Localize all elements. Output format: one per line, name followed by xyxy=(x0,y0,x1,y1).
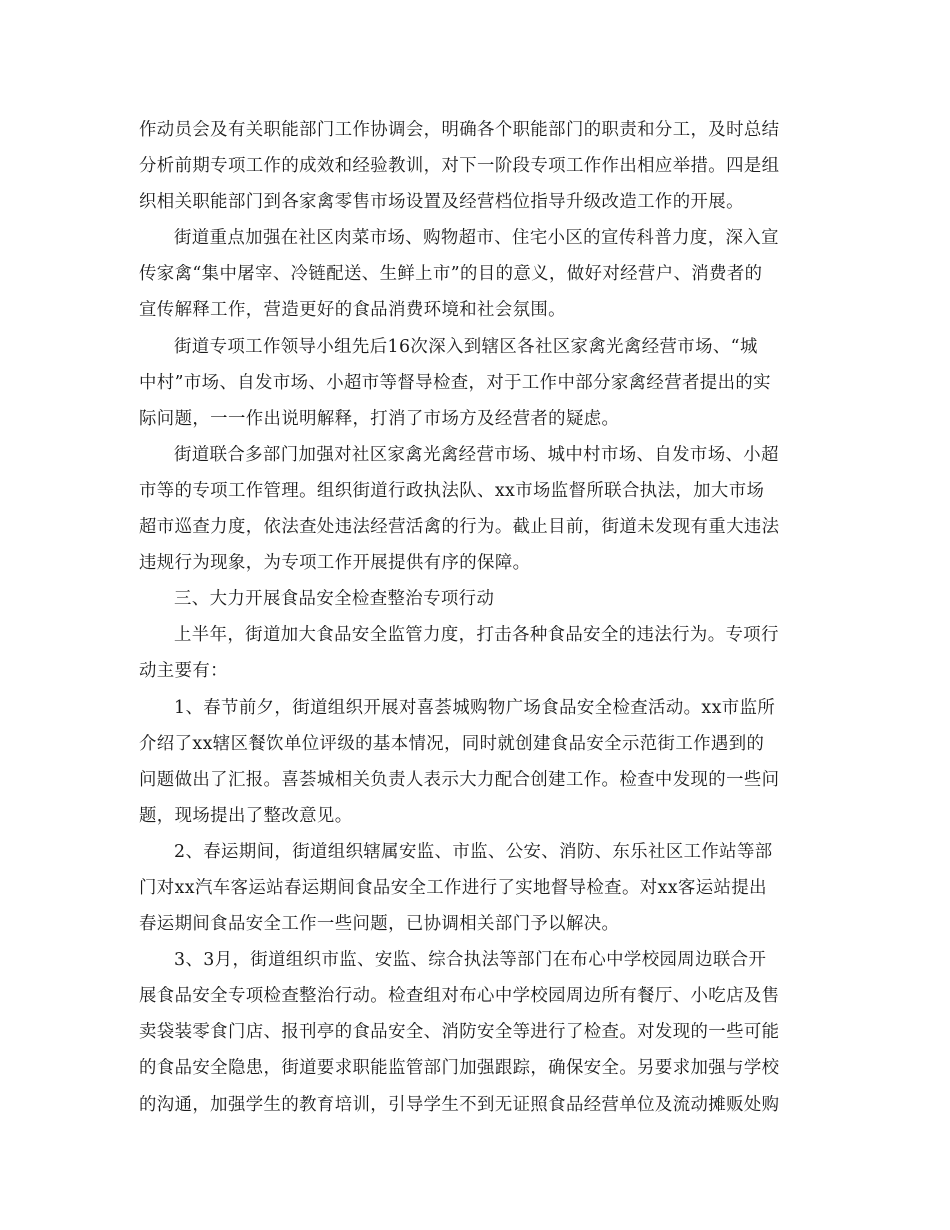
text-line: 织相关职能部门到各家禽零售市场设置及经营档位指导升级改造工作的开展。 xyxy=(139,192,744,213)
document-body xyxy=(139,112,811,1123)
text-line: 动主要有： xyxy=(139,661,228,682)
text-line: 宣传解释工作，营造更好的食品消费环境和社会氛围。 xyxy=(139,300,566,321)
text-line: 卖袋装零食门店、报刊亭的食品安全、消防安全等进行了检查。对发现的一些可能 xyxy=(139,1022,780,1043)
text-line: 街道重点加强在社区肉菜市场、购物超市、住宅小区的宣传科普力度，深入宣 xyxy=(174,228,779,249)
text-line: 市等的专项工作管理。组织街道行政执法队、xx市场监督所联合执法，加大市场 xyxy=(139,480,765,501)
text-line: 际问题，一一作出说明解释，打消了市场方及经营者的疑虑。 xyxy=(139,408,620,429)
text-line: 的食品安全隐患，街道要求职能监管部门加强跟踪，确保安全。另要求加强与学校 xyxy=(139,1058,780,1079)
text-line: 传家禽“集中屠宰、冷链配送、生鲜上市”的目的意义，做好对经营户、消费者的 xyxy=(139,264,763,285)
text-line: 3、3月，街道组织市监、安监、综合执法等部门在布心中学校园周边联合开 xyxy=(174,950,767,971)
text-line: 2、春运期间，街道组织辖属安监、市监、公安、消防、东乐社区工作站等部 xyxy=(174,841,773,862)
text-line: 作动员会及有关职能部门工作协调会，明确各个职能部门的职责和分工，及时总结 xyxy=(139,120,780,140)
text-line: 分析前期专项工作的成效和经验教训，对下一阶段专项工作作出相应举措。四是组 xyxy=(139,156,780,177)
text-line: 街道专项工作领导小组先后16次深入到辖区各社区家禽光禽经营市场、“城 xyxy=(174,336,758,357)
text-line: 三、大力开展食品安全检查整治专项行动 xyxy=(174,589,495,610)
text-line: 题，现场提出了整改意见。 xyxy=(139,805,353,826)
text-line: 中村”市场、自发市场、小超市等督导检查，对于工作中部分家禽经营者提出的实 xyxy=(139,372,771,393)
text-line: 展食品安全专项检查整治行动。检查组对布心中学校园周边所有餐厅、小吃店及售 xyxy=(139,986,780,1007)
text-line: 违规行为现象，为专项工作开展提供有序的保障。 xyxy=(139,553,531,574)
text-line: 街道联合多部门加强对社区家禽光禽经营市场、城中村市场、自发市场、小超 xyxy=(174,444,779,465)
text-line: 门对xx汽车客运站春运期间食品安全工作进行了实地督导检查。对xx客运站提出 xyxy=(139,877,767,898)
text-line: 1、春节前夕，街道组织开展对喜荟城购物广场食品安全检查活动。xx市监所 xyxy=(174,697,776,718)
text-line: 问题做出了汇报。喜荟城相关负责人表示大力配合创建工作。检查中发现的一些问 xyxy=(139,769,780,790)
text-line: 超市巡查力度，依法查处违法经营活禽的行为。截止目前，街道未发现有重大违法 xyxy=(139,517,780,538)
text-line: 上半年，街道加大食品安全监管力度，打击各种食品安全的违法行为。专项行 xyxy=(174,625,779,646)
text-line: 的沟通，加强学生的教育培训，引导学生不到无证照食品经营单位及流动摊贩处购 xyxy=(139,1094,780,1115)
text-line: 春运期间食品安全工作一些问题，已协调相关部门予以解决。 xyxy=(139,914,620,935)
text-line: 介绍了xx辖区餐饮单位评级的基本情况，同时就创建食品安全示范街工作遇到的 xyxy=(139,733,765,754)
